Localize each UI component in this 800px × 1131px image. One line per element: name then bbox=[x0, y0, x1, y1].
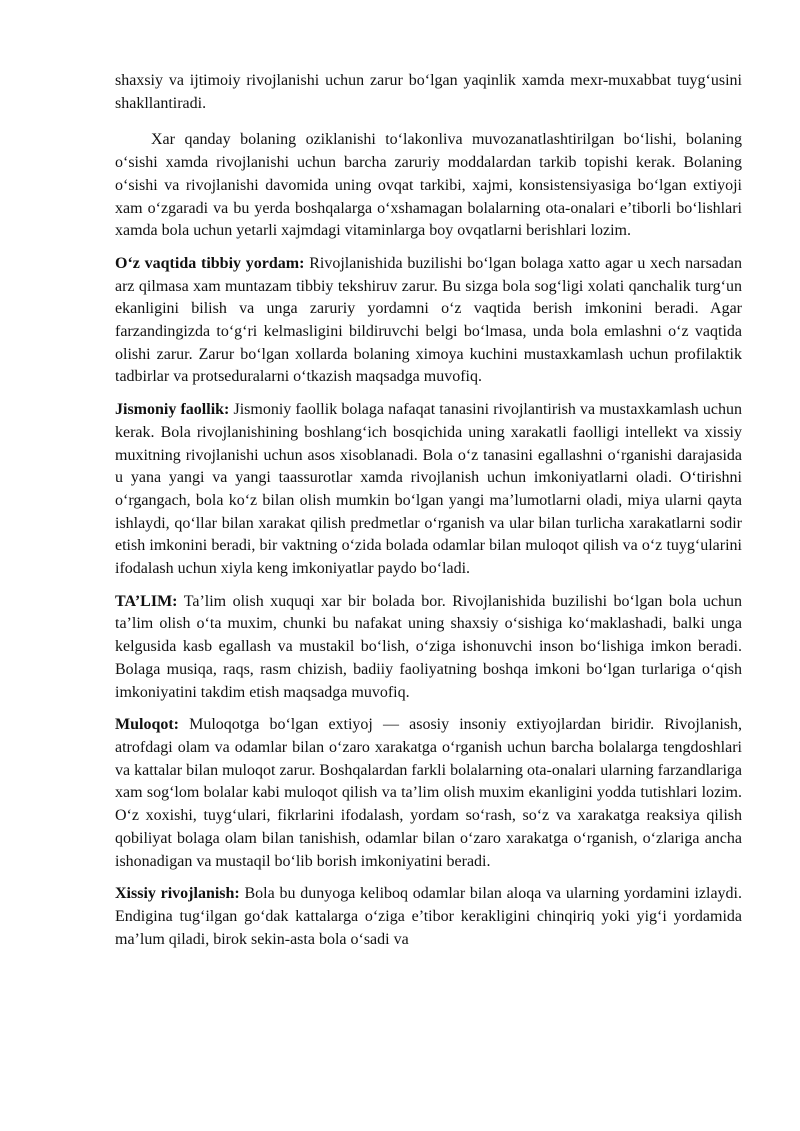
section-term: O‘z vaqtida tibbiy yordam: bbox=[115, 254, 305, 272]
paragraph-text: shaxsiy va ijtimoiy rivojlanishi uchun zarur bo‘lgan yaqinlik xamda mexr-muxabbat tuyg‘usini shakllantiradi. bbox=[115, 72, 742, 112]
section-term: TA’LIM: bbox=[115, 592, 178, 610]
section-term: Xissiy rivojlanish: bbox=[115, 885, 240, 903]
paragraph-education bbox=[115, 591, 742, 705]
paragraph-intro-continuation bbox=[115, 70, 742, 115]
section-term: Muloqot: bbox=[115, 716, 179, 734]
paragraph-communication bbox=[115, 714, 742, 873]
paragraph-nutrition bbox=[115, 129, 742, 243]
paragraph-emotional-development bbox=[115, 883, 742, 951]
paragraph-text: Rivojlanishida buzilishi bo‘lgan bolaga xatto agar u xech narsadan arz qilmasa xam muntazam tibbiy tekshiruv zarur. Bu sizga bola sog‘ligi xolati qanchalik turg‘un ekanligini bilish va unga zaruriy yordamni o‘z vaqtida berish imkonini beradi. Agar farzandingizda to‘g‘ri kelmasligini bildiruvchi belgi bo‘lmasa, unda bola emlashni o‘z vaqtida olishi zarur. Zarur bo‘lgan xollarda bolaning ximoya kuchini mustaxkamlash uchun profilaktik tadbirlar va protseduralarni o‘tkazish maqsadga muvofiq. bbox=[115, 254, 742, 386]
paragraph-text: Ta’lim olish xuquqi xar bir bolada bor. Rivojlanishida buzilishi bo‘lgan bola uchun ta’lim olish o‘ta muxim, chunki bu nafakat uning shaxsiy o‘sishiga ko‘maklashadi, balki unga kelgusida kasb egallash va mustakil bo‘lish, o‘ziga ishonuvchi inson bo‘lishiga imkon beradi. Bolaga musiqa, raqs, rasm chizish, badiiy faoliyatning boshqa imkoni bo‘lgan turlariga o‘qish imkoniyatini takdim etish maqsadga muvofiq. bbox=[115, 592, 742, 701]
paragraph-text: Xar qanday bolaning oziklanishi to‘lakonliva muvozanatlashtirilgan bo‘lishi, bolaning o‘sishi xamda rivojlanishi uchun barcha zaruriy moddalardan tarkib topishi kerak. Bolaning o‘sishi va rivojlanishi davomida uning ovqat tarkibi, xajmi, konsistensiyasiga bo‘lgan extiyoji xam o‘zgaradi va bu yerda boshqalarga o‘xshamagan bolalarning ota-onalari e’tiborli bo‘lishlari xamda bola uchun yetarli xajmdagi vitaminlarga boy ovqatlarni berishlari lozim. bbox=[115, 131, 742, 240]
section-term: Jismoniy faollik: bbox=[115, 401, 230, 419]
paragraph-medical-help bbox=[115, 253, 742, 389]
paragraph-text: Jismoniy faollik bolaga nafaqat tanasini rivojlantirish va mustaxkamlash uchun kerak. Bola rivojlanishining boshlang‘ich bosqichida uning xarakatli faolligi intellekt va xissiy muxitning rivojlanishi uchun asos xisoblanadi. Bola o‘z tanasini egallashni o‘rganishi darajasida u yana yangi va yangi taassurotlar xamda rivojlanish uchun imkoniyatlarni oladi. O‘tirishni o‘rgangach, bola ko‘z bilan olish mumkin bo‘lgan yangi ma’lumotlarni oladi, miya ularni qayta ishlaydi, qo‘llar bilan xarakat qilish predmetlar o‘rganish va ular bilan turlicha xarakatlarni sodir etish imkonini beradi, bir vaktning o‘zida bolada odamlar bilan muloqot qilish va o‘z tuyg‘ularini ifodalash uchun xiyla keng imkoniyatlar paydo bo‘ladi. bbox=[115, 401, 743, 578]
paragraph-text: Muloqotga bo‘lgan extiyoj — asosiy insoniy extiyojlardan biridir. Rivojlanish, atrofdagi olam va odamlar bilan o‘zaro xarakatga o‘rganish uchun barcha bolalarga tengdoshlari va kattalar bilan muloqot zarur. Boshqalardan farkli bolalarning ota-onalari ularning farzandlariga xam sog‘lom bolalar kabi muloqot qilish va ta’lim olish muxim ekanligini yodda tutishlari lozim. O‘z xoxishi, tuyg‘ulari, fikrlarini ifodalash, yordam so‘rash, so‘z va xarakatga reaksiya qilish qobiliyat bolaga olam bilan tanishish, odamlar bilan o‘zaro xarakatga o‘rganish, o‘zlariga ancha ishonadigan va mustaqil bo‘lib borish imkoniyatini beradi. bbox=[115, 716, 742, 870]
paragraph-physical-activity bbox=[115, 399, 742, 581]
paragraph-text: Bola bu dunyoga keliboq odamlar bilan aloqa va ularning yordamini izlaydi. Endigina tug‘ilgan go‘dak kattalarga o‘ziga e’tibor kerakligini chinqiriq yoki yig‘i yordamida ma’lum qiladi, birok sekin-asta bola o‘sadi va bbox=[115, 885, 743, 948]
